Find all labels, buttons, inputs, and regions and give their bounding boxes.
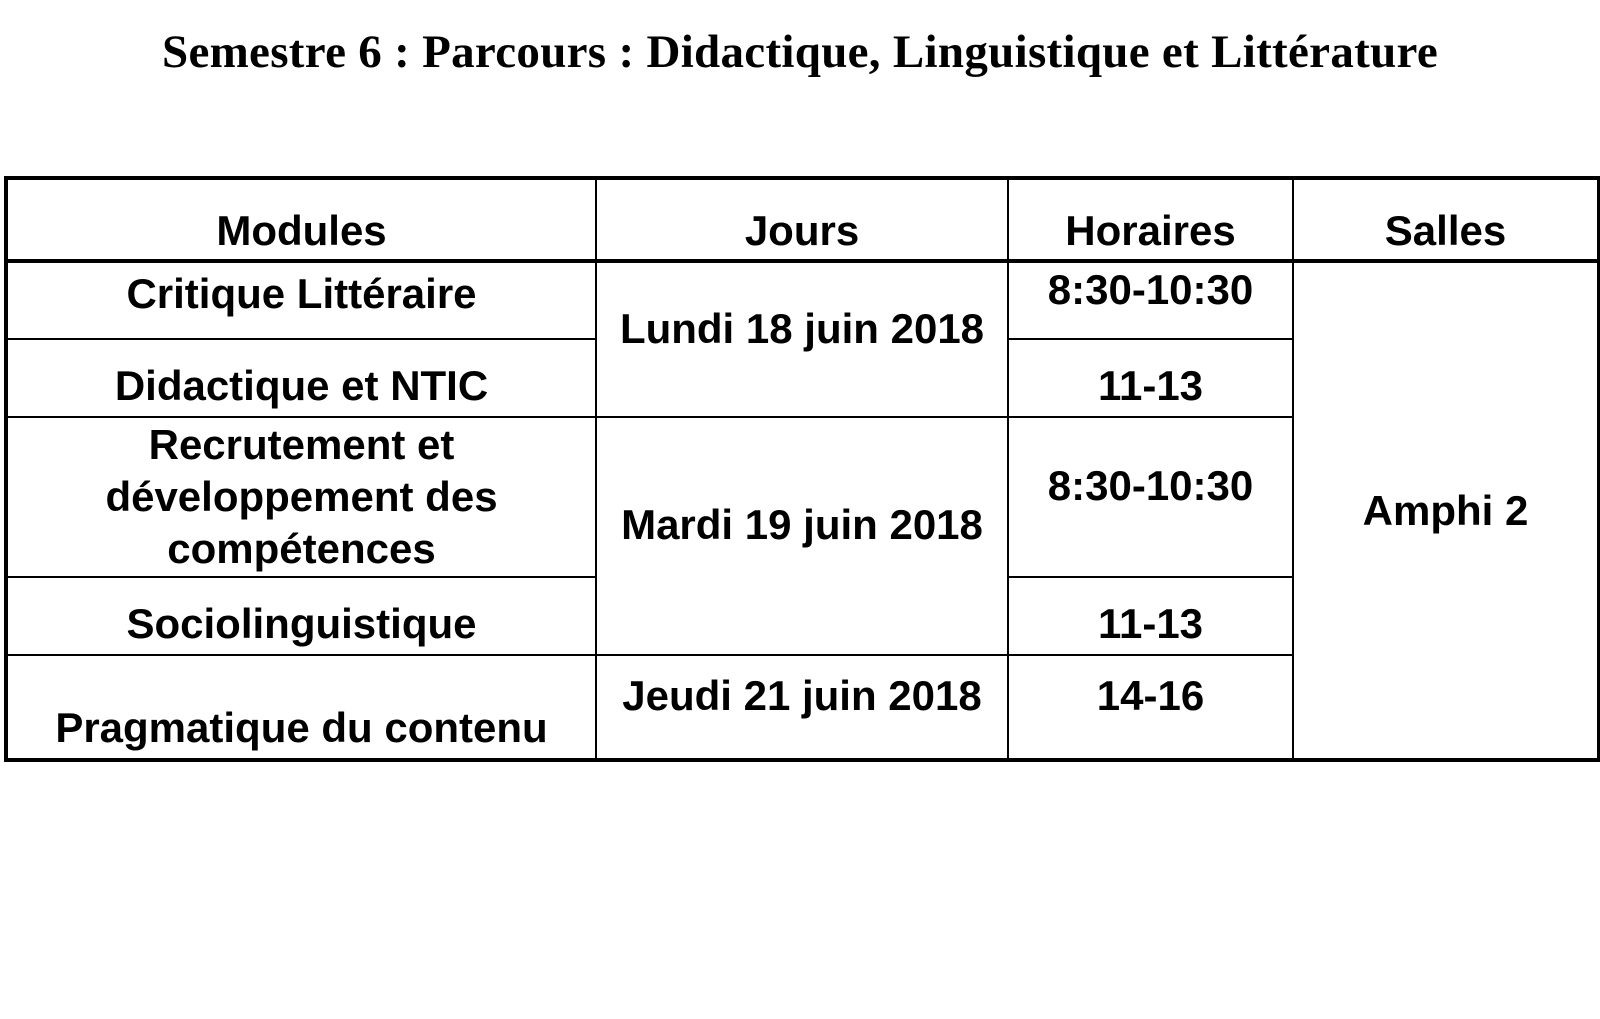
page-title: Semestre 6 : Parcours : Didactique, Linguistique et Littérature [162, 26, 1438, 78]
room-cell: Amphi 2 [1293, 261, 1599, 760]
header-horaires: Horaires [1008, 178, 1293, 261]
time-cell: 8:30-10:30 [1008, 417, 1293, 577]
table-header-row [6, 178, 1599, 261]
time-cell: 11-13 [1008, 339, 1293, 417]
exam-schedule-table [4, 176, 1600, 762]
day-cell: Jeudi 21 juin 2018 [596, 655, 1008, 760]
time-cell: 11-13 [1008, 577, 1293, 655]
day-cell: Lundi 18 juin 2018 [596, 261, 1008, 417]
module-cell: Critique Littéraire [6, 261, 596, 339]
day-cell: Mardi 19 juin 2018 [596, 417, 1008, 655]
header-jours: Jours [596, 178, 1008, 261]
header-salles: Salles [1293, 178, 1599, 261]
module-cell: Recrutement et développement des compétences [6, 417, 596, 577]
time-cell: 8:30-10:30 [1008, 261, 1293, 339]
table-row [6, 261, 1599, 339]
module-cell: Sociolinguistique [6, 577, 596, 655]
time-cell: 14-16 [1008, 655, 1293, 760]
module-cell: Pragmatique du contenu [6, 655, 596, 760]
module-cell: Didactique et NTIC [6, 339, 596, 417]
header-modules: Modules [6, 178, 596, 261]
